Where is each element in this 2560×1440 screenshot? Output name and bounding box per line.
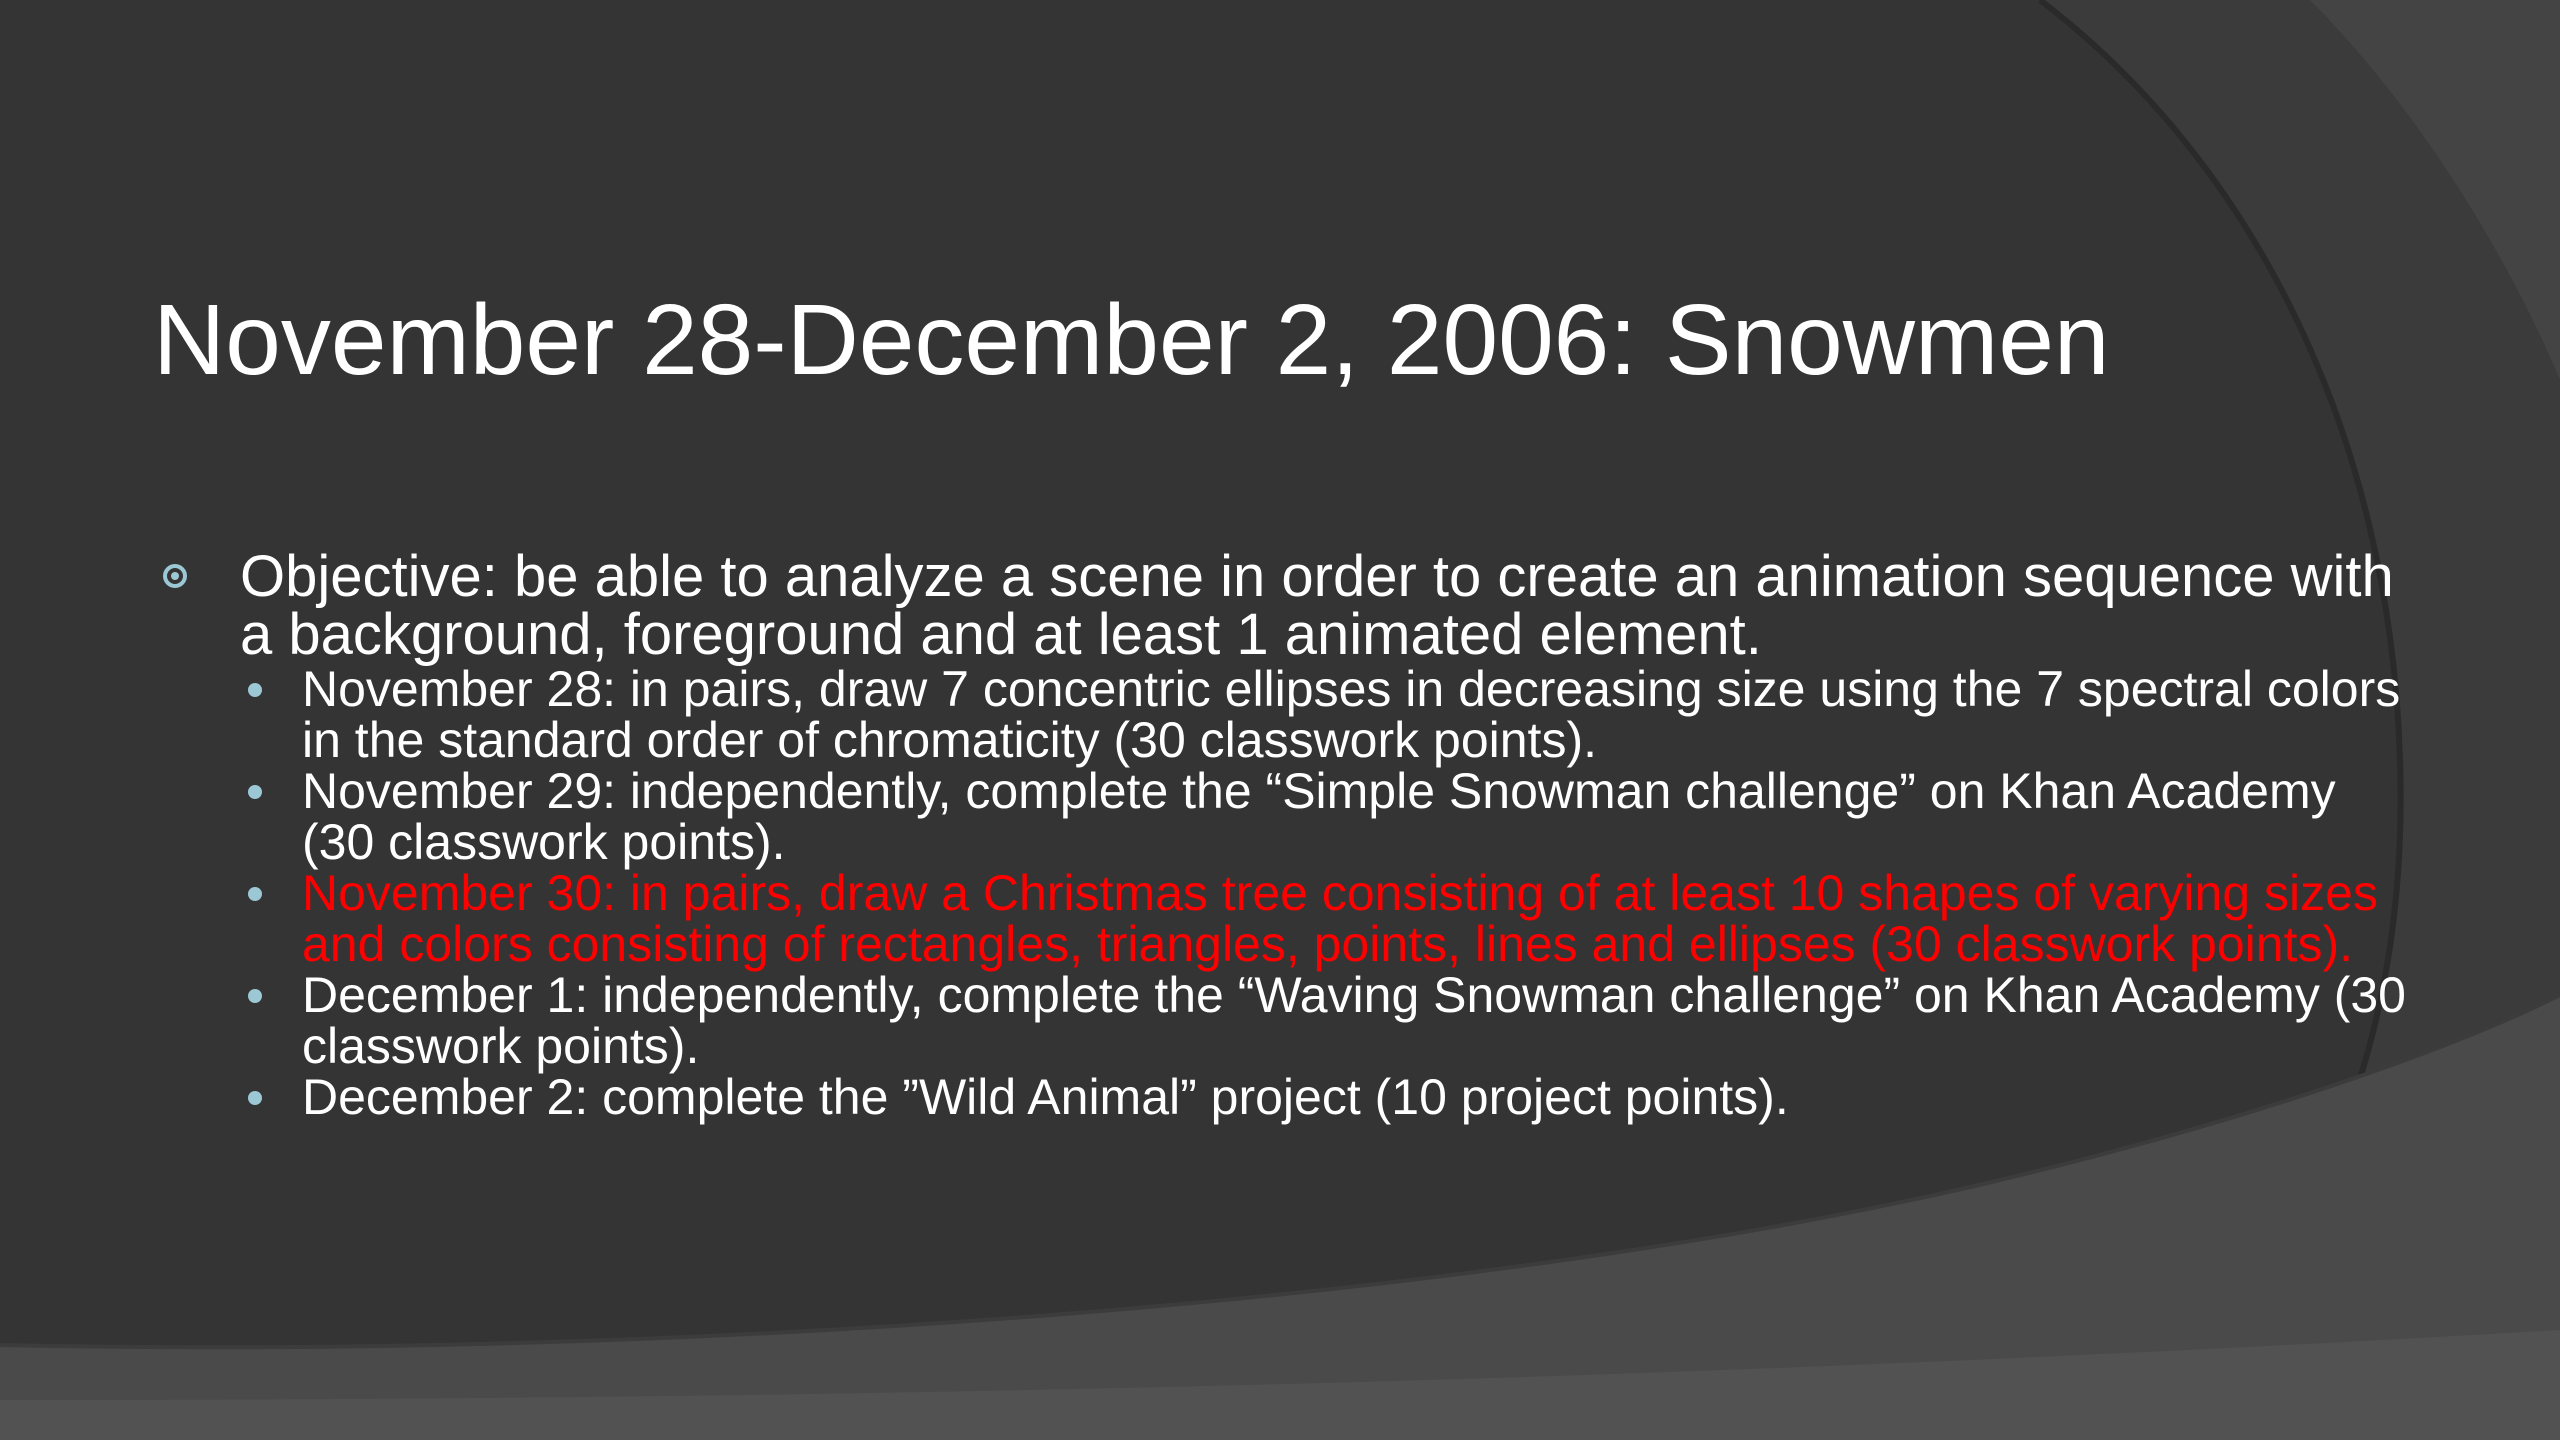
dot-bullet-icon (248, 683, 262, 697)
target-bullet-icon (163, 564, 187, 588)
schedule-item-text: November 30: in pairs, draw a Christmas tree consisting of at least 10 shapes of varying sizes and colors consisting of rectangles, triangles, points, lines and ellipses (30 classwork points). (302, 865, 2378, 972)
dot-bullet-icon (248, 785, 262, 799)
schedule-item (302, 1069, 2410, 1125)
schedule-item (302, 967, 2410, 1074)
schedule-item-text: December 2: complete the ”Wild Animal” project (10 project points). (302, 1069, 1789, 1125)
schedule-list (240, 661, 2410, 1125)
objective-item (160, 544, 2410, 1125)
dot-bullet-icon (248, 1091, 262, 1105)
content-list (160, 544, 2410, 1125)
schedule-item (302, 661, 2410, 768)
schedule-item-text: December 1: independently, complete the “Waving Snowman challenge” on Khan Academy (30 classwork points). (302, 967, 2406, 1074)
schedule-item-text: November 28: in pairs, draw 7 concentric ellipses in decreasing size using the 7 spectral colors in the standard order of chromaticity (30 classwork points). (302, 661, 2401, 768)
objective-text: Objective: be able to analyze a scene in order to create an animation sequence with a background, foreground and at least 1 animated element. (240, 544, 2394, 667)
dot-bullet-icon (248, 989, 262, 1003)
dot-bullet-icon (248, 887, 262, 901)
schedule-item-text: November 29: independently, complete the “Simple Snowman challenge” on Khan Academy (30 classwork points). (302, 763, 2336, 870)
schedule-item-highlighted (302, 865, 2410, 972)
slide-title: November 28-December 2, 2006: Snowmen (153, 284, 2110, 396)
schedule-item (302, 763, 2410, 870)
